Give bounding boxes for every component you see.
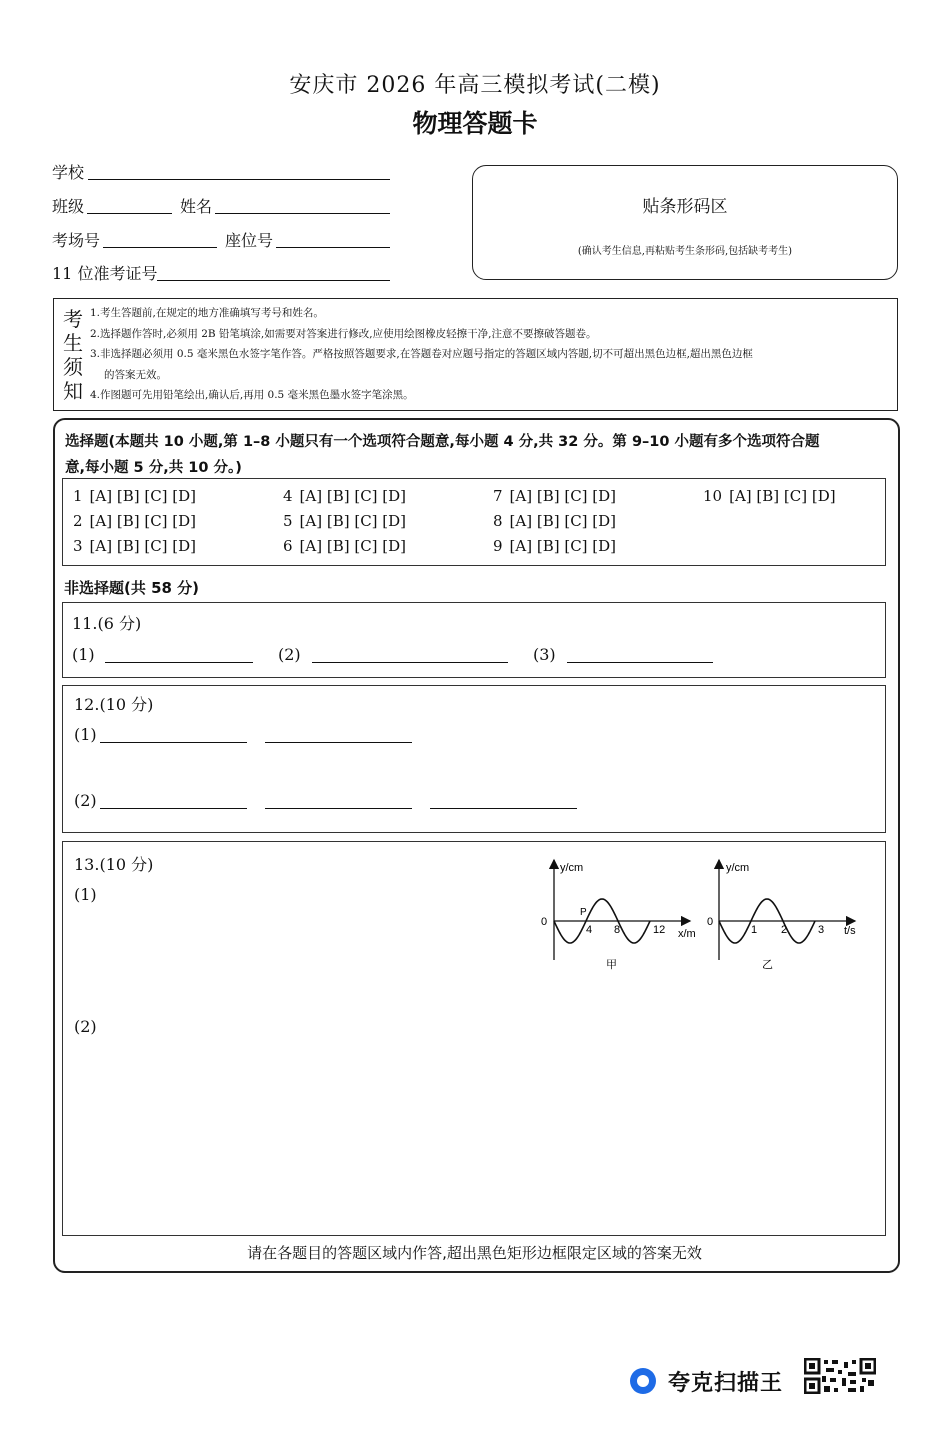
yi-ylabel: y/cm (726, 862, 750, 874)
q11-part2-label: (2) (278, 645, 301, 664)
q11-answer-1[interactable] (105, 645, 253, 663)
q12-part1-label: (1) (74, 725, 97, 744)
q12-answer-1a[interactable] (100, 725, 247, 743)
class-label: 班级 (52, 197, 85, 216)
q11-title: 11.(6 分) (72, 614, 142, 633)
choice-question-8[interactable] (493, 512, 616, 530)
class-field[interactable] (87, 195, 172, 214)
graph-jia (541, 860, 696, 971)
choice-number: 4 (283, 487, 293, 505)
jia-ylabel: y/cm (560, 862, 584, 874)
id-label: 11 位准考证号 (52, 264, 158, 283)
notice-item: 3.非选择题必须用 0.5 毫米黑色水签字笔作答。严格按照答题要求,在答题卷对应题号指定的答题区域内答题,切不可超出黑色边框,超出黑色边框 (90, 348, 753, 360)
q11-answer-3[interactable] (567, 645, 713, 663)
graph-yi (707, 860, 856, 971)
choice-options[interactable]: [A] [B] [C] [D] (89, 512, 197, 530)
q11-part3-label: (3) (533, 645, 556, 664)
yi-tick: 3 (818, 924, 825, 936)
notice-box (53, 298, 898, 411)
yi-tick: 1 (751, 924, 758, 936)
choice-question-1[interactable] (73, 487, 196, 505)
notice-item: 2.选择题作答时,必须用 2B 铅笔填涂,如需要对答案进行修改,应使用绘图橡皮轻擦干净,注意不要擦破答题卷。 (90, 327, 597, 340)
choice-options[interactable]: [A] [B] [C] [D] (89, 537, 197, 555)
choice-question-9[interactable] (493, 537, 616, 555)
wave-graphs (530, 852, 870, 977)
choice-question-10[interactable] (703, 487, 836, 505)
q12-part2-label: (2) (74, 791, 97, 810)
choice-number: 7 (493, 487, 503, 505)
choice-question-3[interactable] (73, 537, 196, 555)
exam-title: 安庆市 2026 年高三模拟考试(二模) (289, 73, 661, 98)
choice-question-4[interactable] (283, 487, 406, 505)
non-choice-heading: 非选择题(共 58 分) (64, 579, 200, 597)
yi-tick: 2 (781, 924, 788, 936)
choice-number: 10 (703, 487, 723, 505)
choice-heading: 选择题(本题共 10 小题,第 1–8 小题只有一个选项符合题意,每小题 4 分,共 32 分。第 9–10 小题有多个选项符合题 (65, 434, 820, 450)
q12-answer-1b[interactable] (265, 725, 412, 743)
choice-options[interactable]: [A] [B] [C] [D] (729, 487, 836, 505)
school-label: 学校 (52, 163, 85, 182)
name-label: 姓名 (180, 197, 213, 216)
seat-field[interactable] (276, 229, 390, 248)
yi-xlabel: t/s (844, 925, 856, 937)
q11-box (62, 602, 886, 678)
notice-item: 4.作图题可先用铅笔绘出,确认后,再用 0.5 毫米黑色墨水签字笔涂黑。 (90, 389, 414, 401)
jia-origin: 0 (541, 916, 548, 928)
barcode-area (472, 165, 898, 280)
qr-code-icon (804, 1358, 876, 1394)
jia-caption: 甲 (606, 959, 617, 971)
barcode-note: (确认考生信息,再粘贴考生条形码,包括缺考考生) (577, 246, 793, 257)
room-label: 考场号 (52, 231, 101, 250)
choice-number: 2 (73, 512, 83, 530)
q12-box (62, 685, 886, 833)
notice-title: 考生须知 (63, 307, 83, 403)
q11-answer-2[interactable] (312, 645, 508, 663)
jia-xlabel: x/m (678, 928, 696, 940)
choice-options[interactable]: [A] [B] [C] [D] (89, 487, 197, 505)
choice-heading-cont: 意,每小题 5 分,共 10 分。) (65, 460, 242, 476)
yi-caption: 乙 (762, 959, 773, 971)
q12-answer-2b[interactable] (265, 791, 412, 809)
q13-part2-label: (2) (74, 1017, 97, 1036)
choice-question-5[interactable] (283, 512, 406, 530)
q11-part1-label: (1) (72, 645, 95, 664)
q12-title: 12.(10 分) (74, 695, 154, 714)
q13-title: 13.(10 分) (74, 855, 154, 874)
card-title: 物理答题卡 (412, 109, 538, 138)
choice-number: 8 (493, 512, 503, 530)
choice-options[interactable]: [A] [B] [C] [D] (509, 512, 617, 530)
yi-origin: 0 (707, 916, 714, 928)
choice-options[interactable]: [A] [B] [C] [D] (509, 537, 617, 555)
barcode-label: 贴条形码区 (642, 197, 728, 217)
jia-tick: 8 (614, 924, 621, 936)
school-field[interactable] (88, 161, 390, 180)
notice-item: 的答案无效。 (104, 368, 167, 381)
choice-options[interactable]: [A] [B] [C] [D] (299, 512, 407, 530)
choice-question-2[interactable] (73, 512, 196, 530)
choice-number: 1 (73, 487, 83, 505)
jia-tick: 4 (586, 924, 593, 936)
seat-label: 座位号 (225, 231, 274, 250)
choice-number: 5 (283, 512, 293, 530)
choice-number: 6 (283, 537, 293, 555)
name-field[interactable] (215, 195, 390, 214)
choice-number: 3 (73, 537, 83, 555)
footer-note: 请在各题目的答题区域内作答,超出黑色矩形边框限定区域的答案无效 (247, 1244, 702, 1262)
jia-tick: 12 (653, 924, 666, 936)
jia-point-label: P (580, 907, 587, 918)
choice-options[interactable]: [A] [B] [C] [D] (299, 537, 407, 555)
q12-answer-2a[interactable] (100, 791, 247, 809)
scanner-brand: 夸克扫描王 (668, 1371, 784, 1396)
scanner-logo-icon (630, 1368, 656, 1394)
choice-question-7[interactable] (493, 487, 616, 505)
choice-options[interactable]: [A] [B] [C] [D] (509, 487, 617, 505)
choice-options[interactable]: [A] [B] [C] [D] (299, 487, 407, 505)
q12-answer-2c[interactable] (430, 791, 577, 809)
choice-number: 9 (493, 537, 503, 555)
q13-part1-label: (1) (74, 885, 97, 904)
room-field[interactable] (103, 229, 217, 248)
choice-question-6[interactable] (283, 537, 406, 555)
notice-item: 1.考生答题前,在规定的地方准确填写考号和姓名。 (90, 307, 324, 319)
id-field[interactable] (157, 262, 390, 281)
